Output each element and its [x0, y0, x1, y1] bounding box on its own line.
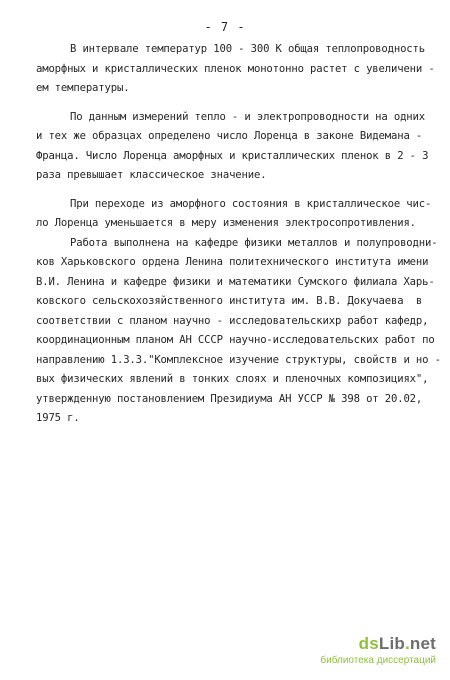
text-line: направлению 1.3.3."Комплексное изучение структуры, свойств и но - [36, 353, 441, 366]
text-line: координационным планом АН СССР научно-исследовательских работ по [36, 334, 435, 346]
text-line: вых физических явлений в тонких слоях и пленочных композициях", [36, 373, 429, 385]
text-line: Работа выполнена на кафедре физики металлов и полупроводни- [70, 236, 438, 249]
text-line: соответствии с планом научно - исследовательскихр работ кафедр, [36, 314, 429, 327]
text-line: утвержденную постановлением Президиума АН УССР № 398 от 20.02, [36, 392, 423, 405]
text-line: ков Харьковского ордена Ленина политехнического института имени [36, 256, 429, 268]
text-line: По данным измерений тепло - и электропроводности на одних [70, 110, 425, 123]
watermark-logo-net: net [409, 634, 436, 653]
text-line: 1975 г. [36, 412, 80, 424]
text-line: В.И. Ленина и кафедре физики и математики Сумского филиала Харь- [36, 275, 435, 288]
text-line: ем температуры. [36, 82, 130, 94]
text-line: Франца. Число Лоренца аморфных и кристаллических пленок в 2 - 3 [36, 149, 429, 162]
watermark-caption: библиотека диссертаций [320, 655, 436, 666]
watermark-logo-ds: ds [358, 634, 379, 653]
text-line: и тех же образцах определено число Лоренца в законе Видемана - [36, 130, 423, 142]
page-number: - 7 - [204, 20, 246, 34]
watermark-logo [316, 634, 436, 654]
text-line: В интервале температур 100 - 300 К общая теплопроводность [70, 43, 425, 55]
paragraph-4 [36, 234, 441, 429]
document-body [36, 40, 441, 429]
paragraph-1 [36, 40, 434, 99]
text-line: аморфных и кристаллических пленок монотонно растет с увеличени - [36, 62, 435, 75]
text-line: раза превышает классическое значение. [36, 169, 267, 181]
text-line: ковского сельскохозяйственного института им. В.В. Докучаева в [36, 295, 423, 307]
watermark-logo-lib: Lib [378, 634, 405, 653]
paragraph-2 [36, 108, 434, 186]
text-line: ло Лоренца уменьшается в меру изменения электросопротивления. [36, 217, 416, 229]
watermark[interactable] [316, 634, 436, 668]
paragraph-3 [36, 195, 434, 234]
watermark-logo-dot: . [404, 634, 410, 653]
text-line: При переходе из аморфного состояния в кристаллическое чис- [70, 197, 432, 210]
